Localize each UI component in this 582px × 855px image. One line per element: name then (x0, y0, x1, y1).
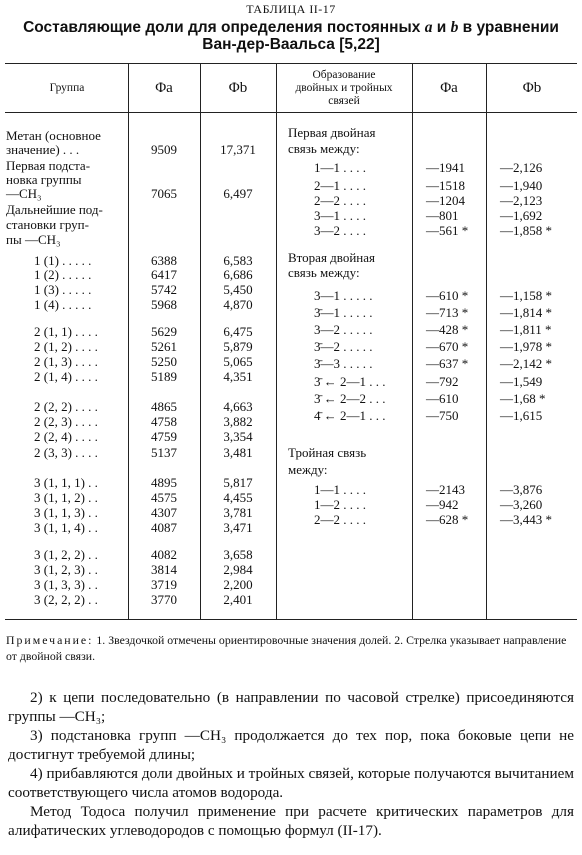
left-row-label: значение) . . . (6, 142, 80, 157)
right-row-phi-a: —561 * (426, 223, 469, 238)
right-row-phi-b: —1,549 (500, 374, 543, 389)
left-row-phi-a: 3770 (151, 592, 177, 607)
title-text: Составляющие доли для определения постоянных (23, 19, 425, 36)
left-row-phi-a: 5968 (151, 297, 177, 312)
right-row-label: между: (288, 462, 328, 477)
right-row-label: 2—1 . . . . (314, 178, 366, 193)
header-phi-a: Φa (155, 80, 173, 96)
right-row-label: связь между: (288, 265, 360, 280)
right-row-phi-a: —428 * (426, 322, 469, 337)
left-row-phi-a: 3814 (151, 562, 177, 577)
left-row-phi-b: 4,870 (223, 297, 253, 312)
left-row-phi-a: 7065 (151, 186, 177, 201)
header-phi-a-2: Φa (440, 80, 458, 96)
table-note (6, 632, 578, 664)
right-row-phi-b: —1,615 (500, 408, 543, 423)
left-row-label: становки груп- (6, 217, 89, 232)
left-row-label: Первая подста- (6, 158, 91, 173)
header-group: Группа (49, 82, 85, 94)
paragraph: Метод Тодоса получил применение при расчете критических параметров для алифатических углеводородов с помощью формул (II-17). (8, 803, 574, 839)
title-symbol-b: b (450, 19, 459, 36)
right-row-phi-a: —801 (426, 208, 459, 223)
right-row-phi-a: —1518 (426, 178, 465, 193)
left-row-phi-a: 4895 (151, 475, 177, 490)
left-row-phi-a: 5137 (151, 445, 177, 460)
left-row-phi-b: 4,351 (223, 369, 253, 384)
right-row-label: 3—2 . . . . (314, 223, 366, 238)
left-row-phi-b: 5,879 (223, 339, 253, 354)
right-row-phi-a: —942 (426, 497, 459, 512)
column-divider-main (276, 63, 277, 619)
left-row-phi-a: 6388 (151, 253, 177, 268)
left-row-label: 2 (2, 3) . . . . (34, 414, 98, 429)
left-row-phi-a: 5629 (151, 324, 177, 339)
right-row-label: Вторая двойная (288, 250, 376, 265)
left-row-label: 3 (1, 1, 2) . . (34, 490, 98, 505)
header-formation-line: связей (328, 95, 360, 107)
right-row-label: 1—2 . . . . (314, 497, 366, 512)
left-row-phi-b: 3,882 (223, 414, 253, 429)
right-row-phi-a: —610 (426, 391, 459, 406)
left-row-phi-b: 2,200 (223, 577, 253, 592)
right-row-phi-a: —2143 (426, 482, 465, 497)
left-row-label: пы —CH₃ (6, 232, 61, 247)
table-label: ТАБЛИЦА II-17 (246, 2, 336, 16)
right-row-label: 1—1 . . . . (314, 160, 366, 175)
paragraph: 4) прибавляются доли двойных и тройных связей, которые получаются вычитанием соответствующего числа атомов водорода. (8, 765, 574, 801)
left-row-phi-b: 5,450 (223, 282, 253, 297)
table-header-rule (5, 112, 577, 113)
left-row-label: 3 (1, 1, 3) . . (34, 505, 98, 520)
left-row-phi-a: 4759 (151, 429, 177, 444)
left-row-phi-b: 2,401 (223, 592, 253, 607)
left-row-label: 1 (2) . . . . . (34, 267, 92, 282)
left-row-phi-a: 4082 (151, 547, 177, 562)
left-row-label: 2 (1, 4) . . . . (34, 369, 98, 384)
table-top-rule (5, 63, 577, 64)
right-row-label: 3̄ ← 2—2 . . . (314, 391, 386, 406)
left-row-label: Дальнейшие под- (6, 202, 103, 217)
right-row-phi-b: —3,260 (500, 497, 543, 512)
right-row-phi-a: —1941 (426, 160, 465, 175)
left-row-label: 3 (1, 1, 1) . . (34, 475, 98, 490)
right-row-label: 3̄—2 . . . . . (314, 339, 373, 354)
left-row-label: новка группы (6, 172, 82, 187)
header-phi-b: Φb (228, 80, 248, 96)
body-text (8, 688, 574, 840)
right-row-phi-b: —1,940 (500, 178, 543, 193)
left-row-label: 3 (1, 1, 4) . . (34, 520, 98, 535)
left-row-phi-a: 6417 (151, 267, 177, 282)
left-row-label: 2 (3, 3) . . . . (34, 445, 98, 460)
right-row-phi-a: —670 * (426, 339, 469, 354)
left-row-label: 3 (2, 2, 2) . . (34, 592, 98, 607)
left-row-phi-a: 4307 (151, 505, 177, 520)
right-row-phi-b: —1,811 * (500, 322, 552, 337)
left-row-label: 1 (4) . . . . . (34, 297, 92, 312)
right-row-label: 3—2 . . . . . (314, 322, 373, 337)
header-formation-line: двойных и тройных (295, 82, 393, 94)
table-title (0, 19, 582, 53)
left-row-label: Метан (основное (6, 128, 101, 143)
right-row-label: Тройная связь (288, 445, 367, 460)
title-line-2: Ван-дер-Ваальса [5,22] (202, 36, 380, 53)
left-row-phi-a: 3719 (151, 577, 177, 592)
left-row-phi-a: 5250 (151, 354, 177, 369)
right-row-phi-b: —1,978 * (500, 339, 552, 354)
right-row-label: связь между: (288, 141, 360, 156)
header-formation (276, 69, 412, 108)
right-row-phi-a: —713 * (426, 305, 469, 320)
left-row-label: —CH₃ (6, 186, 42, 201)
left-row-phi-a: 5261 (151, 339, 177, 354)
right-row-phi-a: —792 (426, 374, 459, 389)
left-row-phi-a: 5742 (151, 282, 177, 297)
left-row-phi-b: 6,497 (223, 186, 253, 201)
title-text-mid: и (432, 19, 451, 36)
title-symbol-a: a (424, 19, 433, 36)
left-row-label: 2 (2, 4) . . . . (34, 429, 98, 444)
left-row-phi-a: 4575 (151, 490, 177, 505)
right-row-label: 2—2 . . . . (314, 193, 366, 208)
right-row-phi-b: —3,876 (500, 482, 543, 497)
right-row-phi-b: —3,443 * (500, 512, 552, 527)
right-row-label: 4̄ ← 2—1 . . . (314, 408, 386, 423)
right-row-phi-b: —1,814 * (500, 305, 552, 320)
left-row-phi-a: 4087 (151, 520, 177, 535)
left-row-phi-a: 4758 (151, 414, 177, 429)
left-row-label: 2 (2, 2) . . . . (34, 399, 98, 414)
header-phi-b-2: Φb (522, 80, 542, 96)
right-row-phi-a: —628 * (426, 512, 469, 527)
left-row-phi-a: 5189 (151, 369, 177, 384)
note-text: 1. Звездочкой отмечены ориентировочные значения долей. 2. Стрелка указывает направление от двойной связи. (6, 633, 567, 663)
right-row-phi-a: —610 * (426, 288, 469, 303)
left-row-phi-b: 3,781 (223, 505, 253, 520)
left-row-label: 2 (1, 3) . . . . (34, 354, 98, 369)
right-row-phi-b: —2,142 * (500, 356, 552, 371)
left-row-phi-b: 4,455 (223, 490, 253, 505)
left-row-label: 1 (1) . . . . . (34, 253, 92, 268)
header-formation-line: Образование (312, 69, 376, 81)
right-row-phi-b: —1,858 * (500, 223, 552, 238)
table-bottom-rule (5, 619, 577, 620)
left-row-label: 2 (1, 1) . . . . (34, 324, 98, 339)
right-row-phi-b: —2,126 (500, 160, 543, 175)
left-row-phi-b: 17,371 (220, 142, 256, 157)
left-row-phi-b: 3,354 (223, 429, 253, 444)
right-row-label: 3̄—1 . . . . . (314, 305, 373, 320)
paragraph: 2) к цепи последовательно (в направлении по часовой стрелке) присоединяются группы —CH₃; (8, 689, 574, 725)
left-row-phi-b: 3,481 (223, 445, 253, 460)
right-row-phi-b: —1,158 * (500, 288, 552, 303)
right-row-phi-b: —1,692 (500, 208, 543, 223)
title-text-end: в уравнении (458, 19, 559, 36)
right-row-label: 1—1 . . . . (314, 482, 366, 497)
left-row-phi-b: 4,663 (223, 399, 253, 414)
left-row-phi-b: 6,583 (223, 253, 253, 268)
left-row-phi-a: 4865 (151, 399, 177, 414)
left-row-label: 1 (3) . . . . . (34, 282, 92, 297)
left-row-phi-b: 3,471 (223, 520, 253, 535)
paragraph: 3) подстановка групп —CH₃ продолжается до тех пор, пока боковые цепи не достигнут требуемой длины; (8, 727, 574, 763)
left-row-phi-b: 6,475 (223, 324, 253, 339)
left-row-phi-a: 9509 (151, 142, 177, 157)
right-row-label: 3̄ ← 2—1 . . . (314, 374, 386, 389)
right-row-label: 3̄—3 . . . . . (314, 356, 373, 371)
right-row-phi-a: —1204 (426, 193, 465, 208)
right-row-label: 3—1 . . . . . (314, 288, 373, 303)
left-row-label: 3 (1, 2, 3) . . (34, 562, 98, 577)
left-row-label: 3 (1, 2, 2) . . (34, 547, 98, 562)
right-row-phi-a: —750 (426, 408, 459, 423)
right-row-phi-b: —2,123 (500, 193, 543, 208)
right-row-label: 3—1 . . . . (314, 208, 366, 223)
left-row-phi-b: 5,817 (223, 475, 253, 490)
right-row-phi-a: —637 * (426, 356, 469, 371)
right-row-label: 2—2 . . . . (314, 512, 366, 527)
left-row-phi-b: 2,984 (223, 562, 253, 577)
left-row-phi-b: 5,065 (223, 354, 253, 369)
note-label: Примечание: (6, 633, 94, 647)
left-row-label: 3 (1, 3, 3) . . (34, 577, 98, 592)
right-row-label: Первая двойная (288, 125, 376, 140)
left-row-phi-b: 3,658 (223, 547, 253, 562)
left-row-label: 2 (1, 2) . . . . (34, 339, 98, 354)
left-row-phi-b: 6,686 (223, 267, 253, 282)
right-row-phi-b: —1,68 * (500, 391, 546, 406)
